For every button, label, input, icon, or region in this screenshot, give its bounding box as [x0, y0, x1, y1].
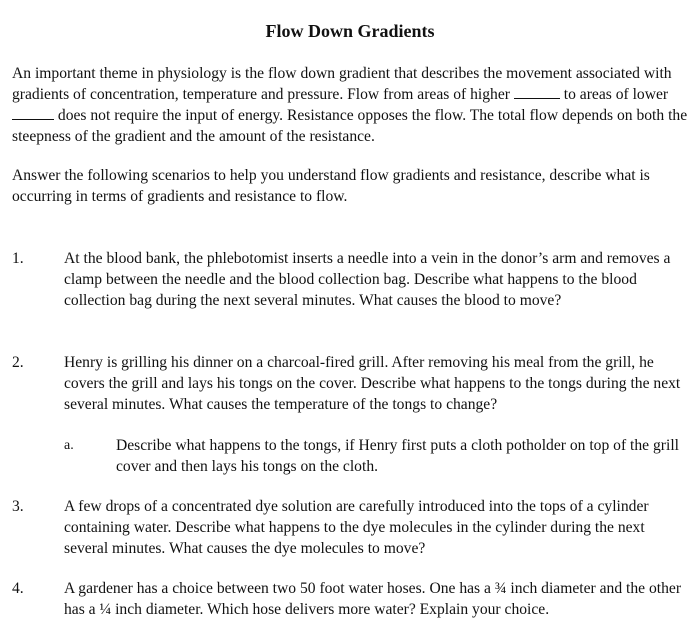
page-title: Flow Down Gradients — [265, 21, 435, 41]
fill-in-blank-1[interactable] — [514, 84, 560, 99]
question-text: At the blood bank, the phlebotomist inserts a needle into a vein in the donor’s arm and removes a clamp between the needle and the blood collection bag. Describe what happens to the blood collection bag during the next several minutes. What causes the blood to move? — [64, 250, 671, 309]
question-number: 4. — [12, 580, 24, 597]
instructions-paragraph: Answer the following scenarios to help you understand flow gradients and resistance, describe what is occurring in terms of gradients and resistance to flow. — [12, 167, 650, 205]
question-text: A gardener has a choice between two 50 foot water hoses. One has a ¾ inch diameter and the other has a ¼ inch diameter. Which hose delivers more water? Explain your choice. — [64, 580, 682, 618]
question-number: 3. — [12, 498, 24, 515]
question-text: Henry is grilling his dinner on a charcoal-fired grill. After removing his meal from the grill, he covers the grill and lays his tongs on the cover. Describe what happens to the tongs during the next several minutes. What causes the temperature of the tongs to change? — [64, 354, 681, 413]
fill-in-blank-2[interactable] — [12, 105, 54, 120]
question-number: 1. — [12, 250, 24, 267]
intro-text-part3: does not require the input of energy. Resistance opposes the flow. The total flow depends on both the steepness of the gradient and the amount of the resistance. — [12, 107, 688, 145]
question-number: 2. — [12, 354, 24, 371]
intro-text-part2: to areas of lower — [559, 86, 669, 103]
intro-paragraph — [12, 63, 692, 147]
question-text: A few drops of a concentrated dye solution are carefully introduced into the tops of a cylinder containing water. Describe what happens to the dye molecules in the cylinder during the next several minutes. What causes the dye molecules to move? — [64, 498, 649, 557]
sub-question-text: Describe what happens to the tongs, if Henry first puts a cloth potholder on top of the grill cover and then lays his tongs on the cloth. — [116, 437, 679, 475]
sub-question-label: a. — [64, 438, 74, 453]
intro-text-part1: An important theme in physiology is the flow down gradient that describes the movement associated with gradients of concentration, temperature and pressure. Flow from areas of higher — [12, 65, 672, 103]
